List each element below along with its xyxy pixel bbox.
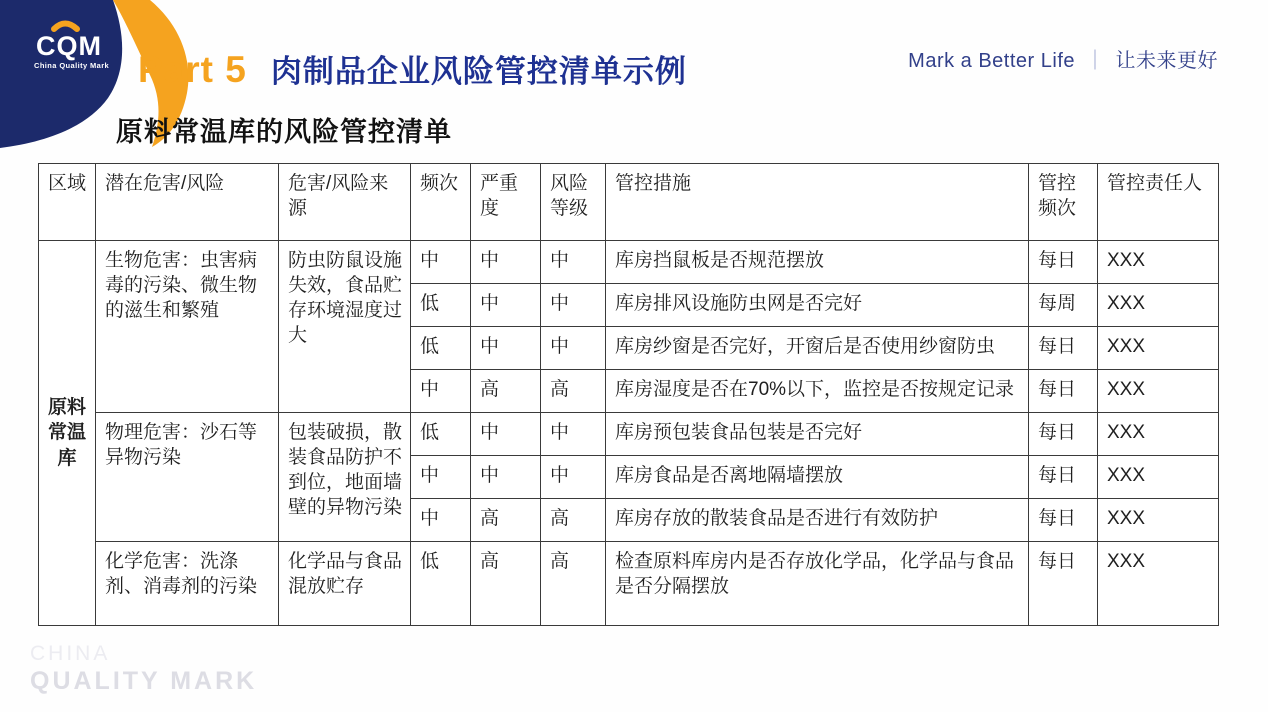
col-header-severity: 严重度 — [471, 164, 541, 241]
col-header-source: 危害/风险来源 — [279, 164, 411, 241]
owner-cell: XXX — [1098, 327, 1219, 370]
owner-cell: XXX — [1098, 241, 1219, 284]
table-subtitle: 原料常温库的风险管控清单 — [116, 117, 452, 147]
table-header-row — [39, 164, 1219, 241]
logo-acronym: CQM — [36, 31, 102, 61]
col-header-owner: 管控责任人 — [1098, 164, 1219, 241]
part-label: Part 5 — [138, 49, 247, 90]
table-row — [39, 241, 1219, 284]
measure-cell: 库房挡鼠板是否规范摆放 — [606, 241, 1029, 284]
col-header-frequency: 频次 — [411, 164, 471, 241]
risk-level-cell: 中 — [541, 413, 606, 456]
measure-cell: 检查原料库房内是否存放化学品，化学品与食品是否分隔摆放 — [606, 542, 1029, 626]
frequency-cell: 中 — [411, 456, 471, 499]
col-header-hazard: 潜在危害/风险 — [96, 164, 279, 241]
logo-tagline: China Quality Mark — [34, 61, 110, 70]
owner-cell: XXX — [1098, 413, 1219, 456]
control-frequency-cell: 每日 — [1029, 327, 1098, 370]
severity-cell: 高 — [471, 542, 541, 626]
source-cell: 防虫防鼠设施失效，食品贮存环境湿度过大 — [279, 241, 411, 413]
risk-level-cell: 高 — [541, 499, 606, 542]
frequency-cell: 中 — [411, 370, 471, 413]
slogan-separator: ｜ — [1085, 50, 1106, 72]
risk-level-cell: 中 — [541, 241, 606, 284]
frequency-cell: 低 — [411, 413, 471, 456]
area-cell: 原料常温库 — [39, 241, 96, 626]
severity-cell: 中 — [471, 413, 541, 456]
measure-cell: 库房湿度是否在70%以下，监控是否按规定记录 — [606, 370, 1029, 413]
slogan-en: Mark a Better Life — [908, 50, 1075, 72]
control-frequency-cell: 每日 — [1029, 499, 1098, 542]
measure-cell: 库房排风设施防虫网是否完好 — [606, 284, 1029, 327]
severity-cell: 中 — [471, 456, 541, 499]
risk-level-cell: 中 — [541, 456, 606, 499]
frequency-cell: 低 — [411, 542, 471, 626]
watermark-line1: CHINA — [30, 642, 111, 665]
frequency-cell: 低 — [411, 327, 471, 370]
hazard-cell: 化学危害：洗涤剂、消毒剂的污染 — [96, 542, 279, 626]
control-frequency-cell: 每日 — [1029, 456, 1098, 499]
measure-cell: 库房食品是否离地隔墙摆放 — [606, 456, 1029, 499]
watermark — [30, 642, 257, 696]
owner-cell: XXX — [1098, 284, 1219, 327]
risk-table-body — [39, 241, 1219, 626]
severity-cell: 中 — [471, 241, 541, 284]
frequency-cell: 低 — [411, 284, 471, 327]
frequency-cell: 中 — [411, 499, 471, 542]
owner-cell: XXX — [1098, 499, 1219, 542]
control-frequency-cell: 每周 — [1029, 284, 1098, 327]
slogan-zh: 让未来更好 — [1115, 50, 1218, 72]
control-frequency-cell: 每日 — [1029, 413, 1098, 456]
risk-level-cell: 中 — [541, 327, 606, 370]
measure-cell: 库房预包装食品包装是否完好 — [606, 413, 1029, 456]
control-frequency-cell: 每日 — [1029, 542, 1098, 626]
owner-cell: XXX — [1098, 542, 1219, 626]
risk-level-cell: 高 — [541, 370, 606, 413]
table-row — [39, 542, 1219, 626]
risk-control-table — [38, 163, 1219, 626]
page-title: 肉制品企业风险管控清单示例 — [270, 54, 687, 89]
frequency-cell: 中 — [411, 241, 471, 284]
control-frequency-cell: 每日 — [1029, 370, 1098, 413]
risk-level-cell: 中 — [541, 284, 606, 327]
risk-level-cell: 高 — [541, 542, 606, 626]
severity-cell: 中 — [471, 327, 541, 370]
severity-cell: 高 — [471, 499, 541, 542]
measure-cell: 库房纱窗是否完好，开窗后是否使用纱窗防虫 — [606, 327, 1029, 370]
hazard-cell: 物理危害：沙石等异物污染 — [96, 413, 279, 542]
control-frequency-cell: 每日 — [1029, 241, 1098, 284]
col-header-area: 区域 — [39, 164, 96, 241]
source-cell: 化学品与食品混放贮存 — [279, 542, 411, 626]
table-row — [39, 413, 1219, 456]
watermark-line2: QUALITY MARK — [30, 667, 258, 695]
col-header-measures: 管控措施 — [606, 164, 1029, 241]
severity-cell: 中 — [471, 284, 541, 327]
severity-cell: 高 — [471, 370, 541, 413]
owner-cell: XXX — [1098, 456, 1219, 499]
brand-slogan — [908, 44, 1218, 73]
source-cell: 包装破损，散装食品防护不到位，地面墙壁的异物污染 — [279, 413, 411, 542]
measure-cell: 库房存放的散装食品是否进行有效防护 — [606, 499, 1029, 542]
col-header-control-frequency: 管控频次 — [1029, 164, 1098, 241]
col-header-risk-level: 风险等级 — [541, 164, 606, 241]
owner-cell: XXX — [1098, 370, 1219, 413]
hazard-cell: 生物危害：虫害病毒的污染、微生物的滋生和繁殖 — [96, 241, 279, 413]
header-title-row — [138, 46, 687, 91]
